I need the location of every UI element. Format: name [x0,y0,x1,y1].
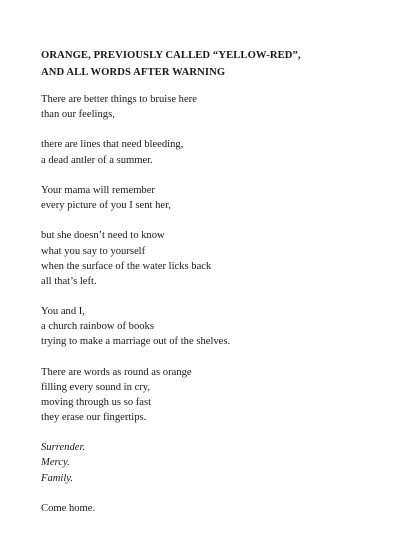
title-line: AND ALL WORDS AFTER WARNING [41,66,226,78]
poem-line: Family. [41,472,74,484]
stanza [41,228,381,288]
poem-line: but she doesn’t need to know [41,230,165,242]
stanza [41,501,381,516]
poem-line: when the surface of the water licks back [41,260,212,272]
poem-line: what you say to yourself [41,245,146,257]
poem-title [41,48,381,81]
poem-line: a church rainbow of books [41,321,154,333]
poem-line: moving through us so fast [41,396,152,408]
poem-line: every picture of you I sent her, [41,200,171,212]
poem-line: There are words as round as orange [41,366,192,378]
poem-line: Surrender. [41,442,86,454]
stanza [41,92,381,122]
stanza [41,183,381,213]
stanza [41,304,381,349]
poem-line: they erase our fingertips. [41,411,147,423]
title-line: ORANGE, PREVIOUSLY CALLED “YELLOW-RED”, [41,50,301,61]
poem-line: a dead antler of a summer. [41,154,153,166]
stanza [41,137,381,167]
stanza-italic [41,440,381,485]
poem-line: Your mama will remember [41,184,155,196]
poem-line: Come home. [41,502,96,514]
poem-line: trying to make a marriage out of the shelves. [41,336,231,348]
poem-line: There are better things to bruise here [41,94,197,105]
poem-line: Mercy. [41,457,70,469]
poem-line: You and I, [41,306,85,318]
poem-body [41,92,381,531]
poem-line: all that’s left. [41,275,97,287]
poem-line: than our feelings, [41,109,115,121]
poem-line: filling every sound in cry, [41,381,151,393]
poem-line: there are lines that need bleeding, [41,139,184,151]
stanza [41,365,381,425]
